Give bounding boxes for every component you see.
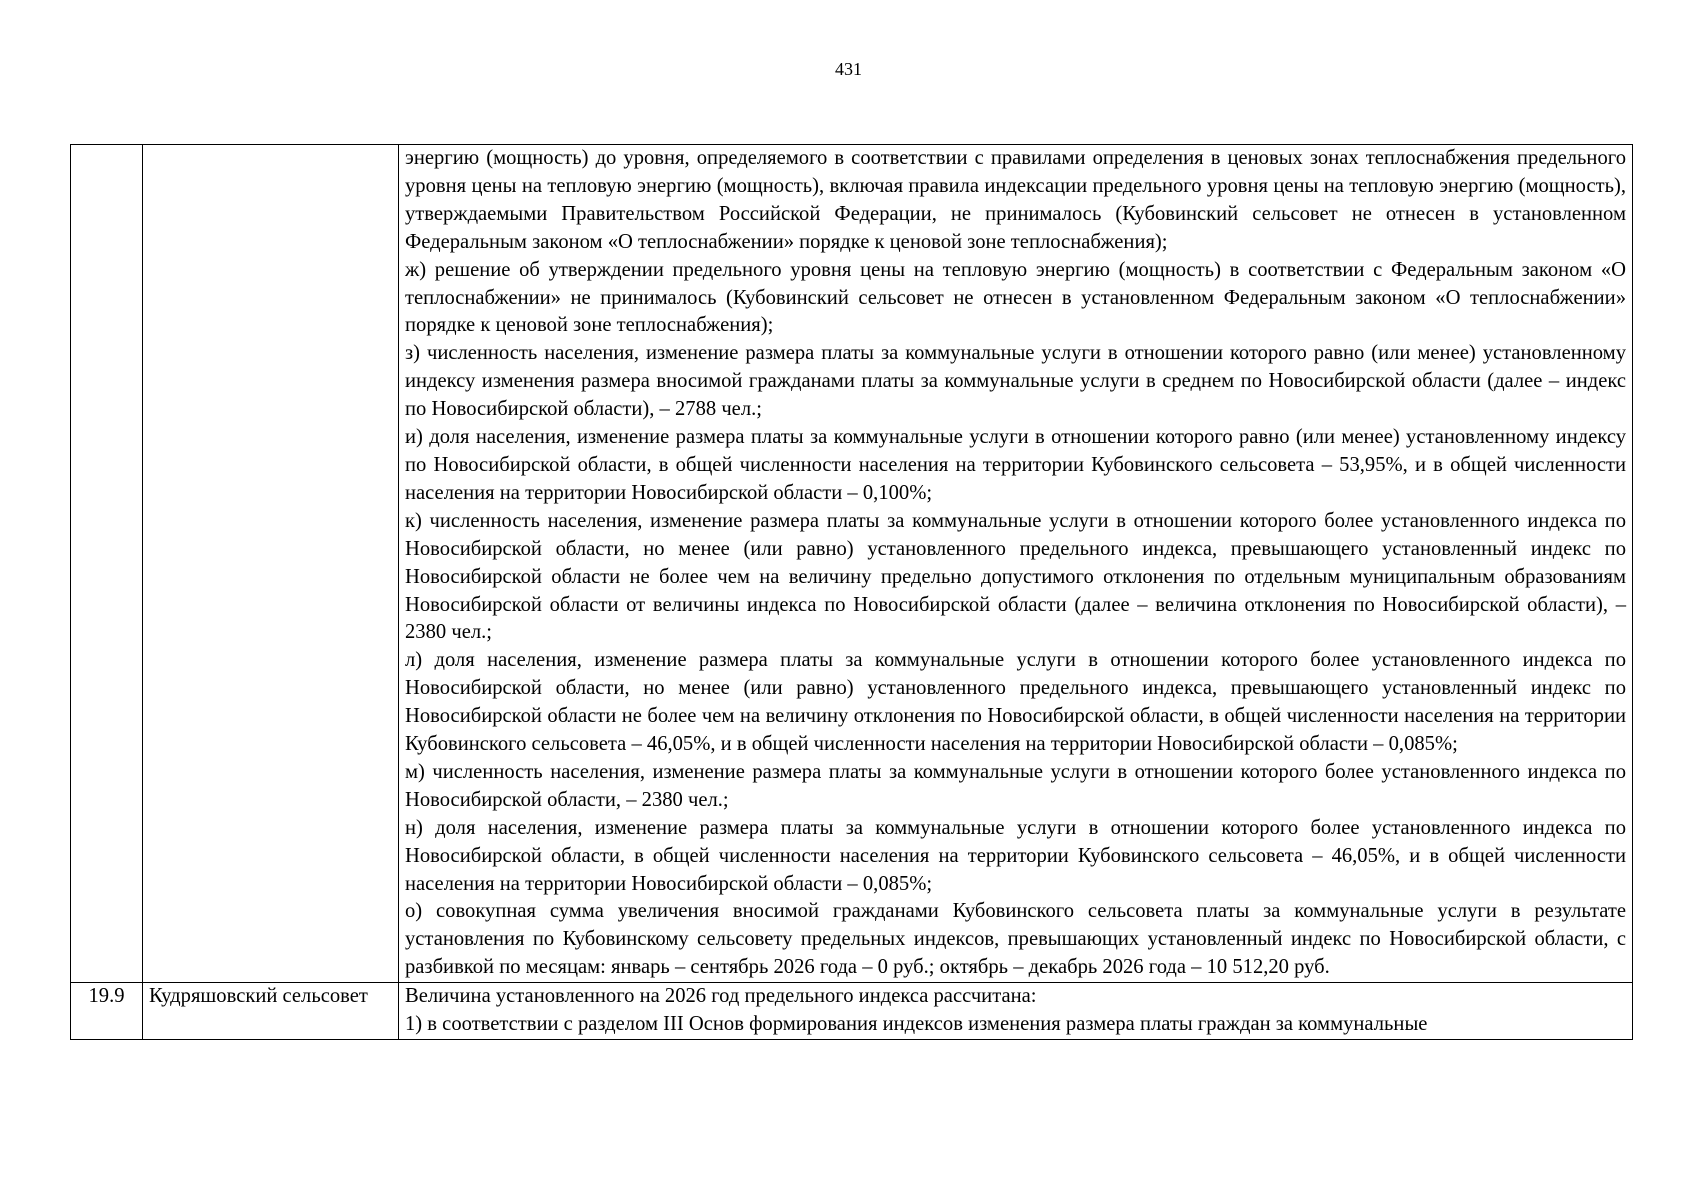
row-number-cell: 19.9 xyxy=(71,983,143,1040)
text-paragraph: о) совокупная сумма увеличения вносимой гражданами Кубовинского сельсовета платы за коммунальные услуги в результате установления по Кубовинскому сельсовету предельных индексов, превышающих установленный индекс по Новосибирской области, с разбивкой по месяцам: январь – сентябрь 2026 года – 0 руб.; октябрь – декабрь 2026 года – 10 512,20 руб. xyxy=(405,900,1626,979)
text-paragraph: энергию (мощность) до уровня, определяемого в соответствии с правилами определения в ценовых зонах теплоснабжения предельного уровня цены на тепловую энергию (мощность), включая правила индексации предельного уровня цены на тепловую энергию (мощность), утверждаемыми Правительством Российской Федерации, не принималось (Кубовинский сельсовет не отнесен в установленном Федеральным законом «О теплоснабжении» порядке к ценовой зоне теплоснабжения); xyxy=(405,147,1626,253)
table-row xyxy=(71,145,1633,983)
text-paragraph: Величина установленного на 2026 год предельного индекса рассчитана: xyxy=(405,985,1037,1008)
text-paragraph: л) доля населения, изменение размера платы за коммунальные услуги в отношении которого более установленного индекса по Новосибирской области, но менее (или равно) установленного предельного индекса, превышающего установленный индекс по Новосибирской области не более чем на величину отклонения по Новосибирской области, в общей численности населения на территории Кубовинского сельсовета – 46,05%, и в общей численности населения на территории Новосибирской области – 0,085%; xyxy=(405,649,1626,756)
text-paragraph: ж) решение об утверждении предельного уровня цены на тепловую энергию (мощность) в соответствии с Федеральным законом «О теплоснабжении» не принималось (Кубовинский сельсовет не отнесен в установленном Федеральным законом «О теплоснабжении» порядке к ценовой зоне теплоснабжения); xyxy=(405,258,1626,337)
row-text-cell xyxy=(399,145,1633,983)
row-name-cell xyxy=(143,145,399,983)
text-paragraph: з) численность населения, изменение размера платы за коммунальные услуги в отношении которого равно (или менее) установленному индексу изменения размера вносимой гражданами платы за коммунальные услуги в среднем по Новосибирской области (далее – индекс по Новосибирской области), – 2788 чел.; xyxy=(405,342,1626,421)
row-number-cell xyxy=(71,145,143,983)
table-row xyxy=(71,983,1633,1040)
text-paragraph: к) численность населения, изменение размера платы за коммунальные услуги в отношении которого более установленного индекса по Новосибирской области, но менее (или равно) установленного предельного индекса, превышающего установленный индекс по Новосибирской области не более чем на величину предельно допустимого отклонения по отдельным муниципальным образованиям Новосибирской области от величины индекса по Новосибирской области (далее – величина отклонения по Новосибирской области), – 2380 чел.; xyxy=(405,509,1626,644)
text-paragraph: 1) в соответствии с разделом III Основ формирования индексов изменения размера платы граждан за коммунальные xyxy=(405,1013,1428,1036)
text-paragraph: н) доля населения, изменение размера платы за коммунальные услуги в отношении которого более установленного индекса по Новосибирской области, в общей численности населения на территории Кубовинского сельсовета – 46,05%, и в общей численности населения на территории Новосибирской области – 0,085%; xyxy=(405,816,1626,895)
page-number: 431 xyxy=(835,59,862,79)
text-paragraph: м) численность населения, изменение размера платы за коммунальные услуги в отношении которого более установленного индекса по Новосибирской области, – 2380 чел.; xyxy=(405,760,1626,811)
document-table xyxy=(70,144,1633,1040)
text-paragraph: и) доля населения, изменение размера платы за коммунальные услуги в отношении которого равно (или менее) установленному индексу по Новосибирской области, в общей численности населения на территории Кубовинского сельсовета – 53,95%, и в общей численности населения на территории Новосибирской области – 0,100%; xyxy=(405,426,1626,504)
row-text-cell xyxy=(399,983,1633,1040)
row-name-cell: Кудряшовский сельсовет xyxy=(143,983,399,1040)
